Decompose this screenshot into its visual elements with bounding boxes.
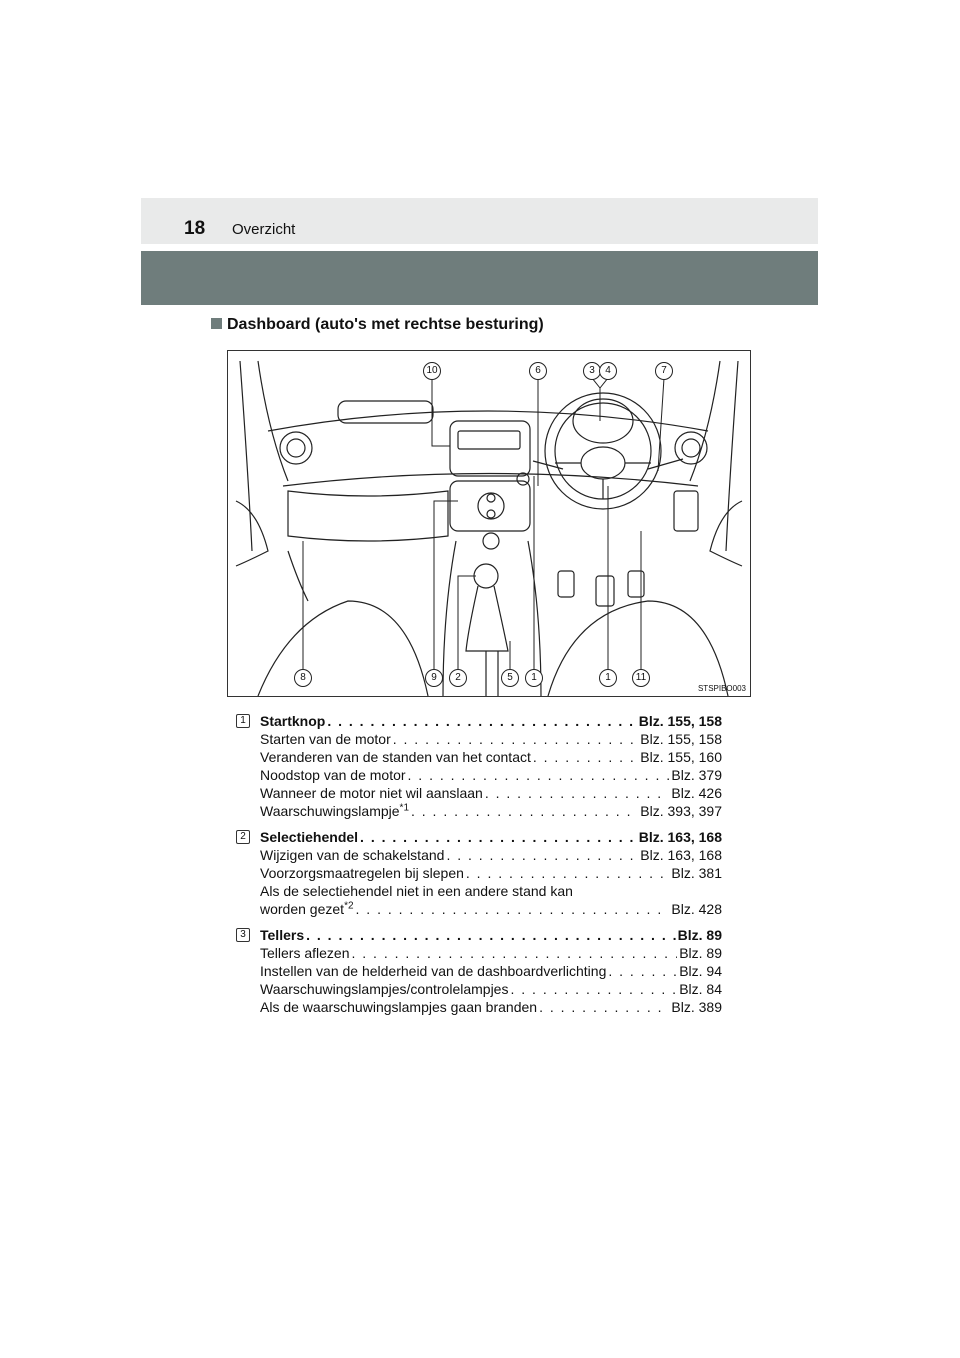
- item-pages: Blz. 89: [677, 927, 722, 943]
- list-item: [236, 712, 722, 820]
- top-callout: 4: [599, 362, 617, 380]
- top-callout: 10: [423, 362, 441, 380]
- sub-item-pages: Blz. 428: [671, 901, 722, 917]
- sub-item-label: Instellen van de helderheid van de dashboardverlichting: [260, 963, 607, 979]
- sub-item-label: Noodstop van de motor: [260, 767, 406, 783]
- sub-item-label: worden gezet: [260, 901, 345, 917]
- dashboard-drawing: [228, 351, 750, 696]
- sub-item-pages: Blz. 379: [671, 767, 722, 783]
- sub-item-row: [260, 962, 722, 980]
- bottom-callout: 2: [449, 669, 467, 687]
- bottom-callout: 5: [501, 669, 519, 687]
- item-pages: Blz. 155, 158: [638, 713, 722, 729]
- item-title-row: [260, 926, 722, 944]
- item-number-badge: 1: [236, 714, 250, 728]
- sub-item-row: [260, 748, 722, 766]
- sub-item-row: [260, 980, 722, 998]
- bottom-callout: 8: [294, 669, 312, 687]
- sub-item-row: [260, 900, 722, 918]
- list-item: [236, 828, 722, 918]
- item-number-badge: 3: [236, 928, 250, 942]
- bottom-callout: 9: [425, 669, 443, 687]
- sub-item-row: [260, 846, 722, 864]
- item-number-badge: 2: [236, 830, 250, 844]
- sub-item-label: Wijzigen van de schakelstand: [260, 847, 445, 863]
- sub-item-label: Waarschuwingslampjes/controlelampjes: [260, 981, 509, 997]
- sub-item-pages: Blz. 381: [671, 865, 722, 881]
- sub-item-pages: Blz. 89: [679, 945, 722, 961]
- footnote-marker: *1: [399, 802, 409, 814]
- sub-item-row: [260, 730, 722, 748]
- list-item: [236, 926, 722, 1016]
- sub-item-label: Tellers aflezen: [260, 945, 350, 961]
- sub-item-label: Voorzorgsmaatregelen bij slepen: [260, 865, 464, 881]
- sub-item-pages: Blz. 163, 168: [640, 847, 722, 863]
- item-title: Startknop: [260, 713, 326, 729]
- dashboard-illustration: [227, 350, 751, 697]
- sub-item-row: [260, 864, 722, 882]
- header-band: [141, 251, 818, 305]
- sub-item-row: [260, 802, 722, 820]
- sub-item-label: Wanneer de motor niet wil aanslaan: [260, 785, 483, 801]
- sub-item-pages: Blz. 94: [679, 963, 722, 979]
- item-pages: Blz. 163, 168: [638, 829, 722, 845]
- item-title-row: [260, 712, 722, 730]
- page-number: 18: [184, 218, 206, 239]
- component-list: [236, 712, 722, 1024]
- bottom-callout: 11: [632, 669, 650, 687]
- sub-item-label: Waarschuwingslampje: [260, 803, 400, 819]
- top-callout: 3: [583, 362, 601, 380]
- section-heading: [211, 316, 544, 334]
- item-title: Tellers: [260, 927, 305, 943]
- sub-item-pages: Blz. 84: [679, 981, 722, 997]
- sub-item-label: Veranderen van de standen van het contact: [260, 749, 531, 765]
- sub-item-row: [260, 784, 722, 802]
- sub-item-row: [260, 944, 722, 962]
- bottom-callout: 1: [525, 669, 543, 687]
- figure-code: STSPIBO003: [697, 684, 746, 693]
- top-callout: 6: [529, 362, 547, 380]
- section-title: Dashboard (auto's met rechtse besturing): [227, 316, 544, 333]
- sub-item-pages: Blz. 155, 160: [640, 749, 722, 765]
- footnote-marker: *2: [344, 900, 354, 912]
- sub-item-line: Als de selectiehendel niet in een andere stand kan: [260, 883, 573, 899]
- top-callout: 7: [655, 362, 673, 380]
- sub-item-label: Starten van de motor: [260, 731, 391, 747]
- sub-item-row: [260, 766, 722, 784]
- item-title: Selectiehendel: [260, 829, 359, 845]
- item-title-row: [260, 828, 722, 846]
- bottom-callout: 1: [599, 669, 617, 687]
- sub-item-pages: Blz. 426: [671, 785, 722, 801]
- sub-item-pages: Blz. 389: [671, 999, 722, 1015]
- sub-item-label: Als de waarschuwingslampjes gaan branden: [260, 999, 538, 1015]
- sub-item-pages: Blz. 155, 158: [640, 731, 722, 747]
- chapter-title: Overzicht: [232, 221, 296, 238]
- sub-item-pages: Blz. 393, 397: [640, 803, 722, 819]
- section-square-icon: [211, 318, 222, 329]
- sub-item-row: [260, 998, 722, 1016]
